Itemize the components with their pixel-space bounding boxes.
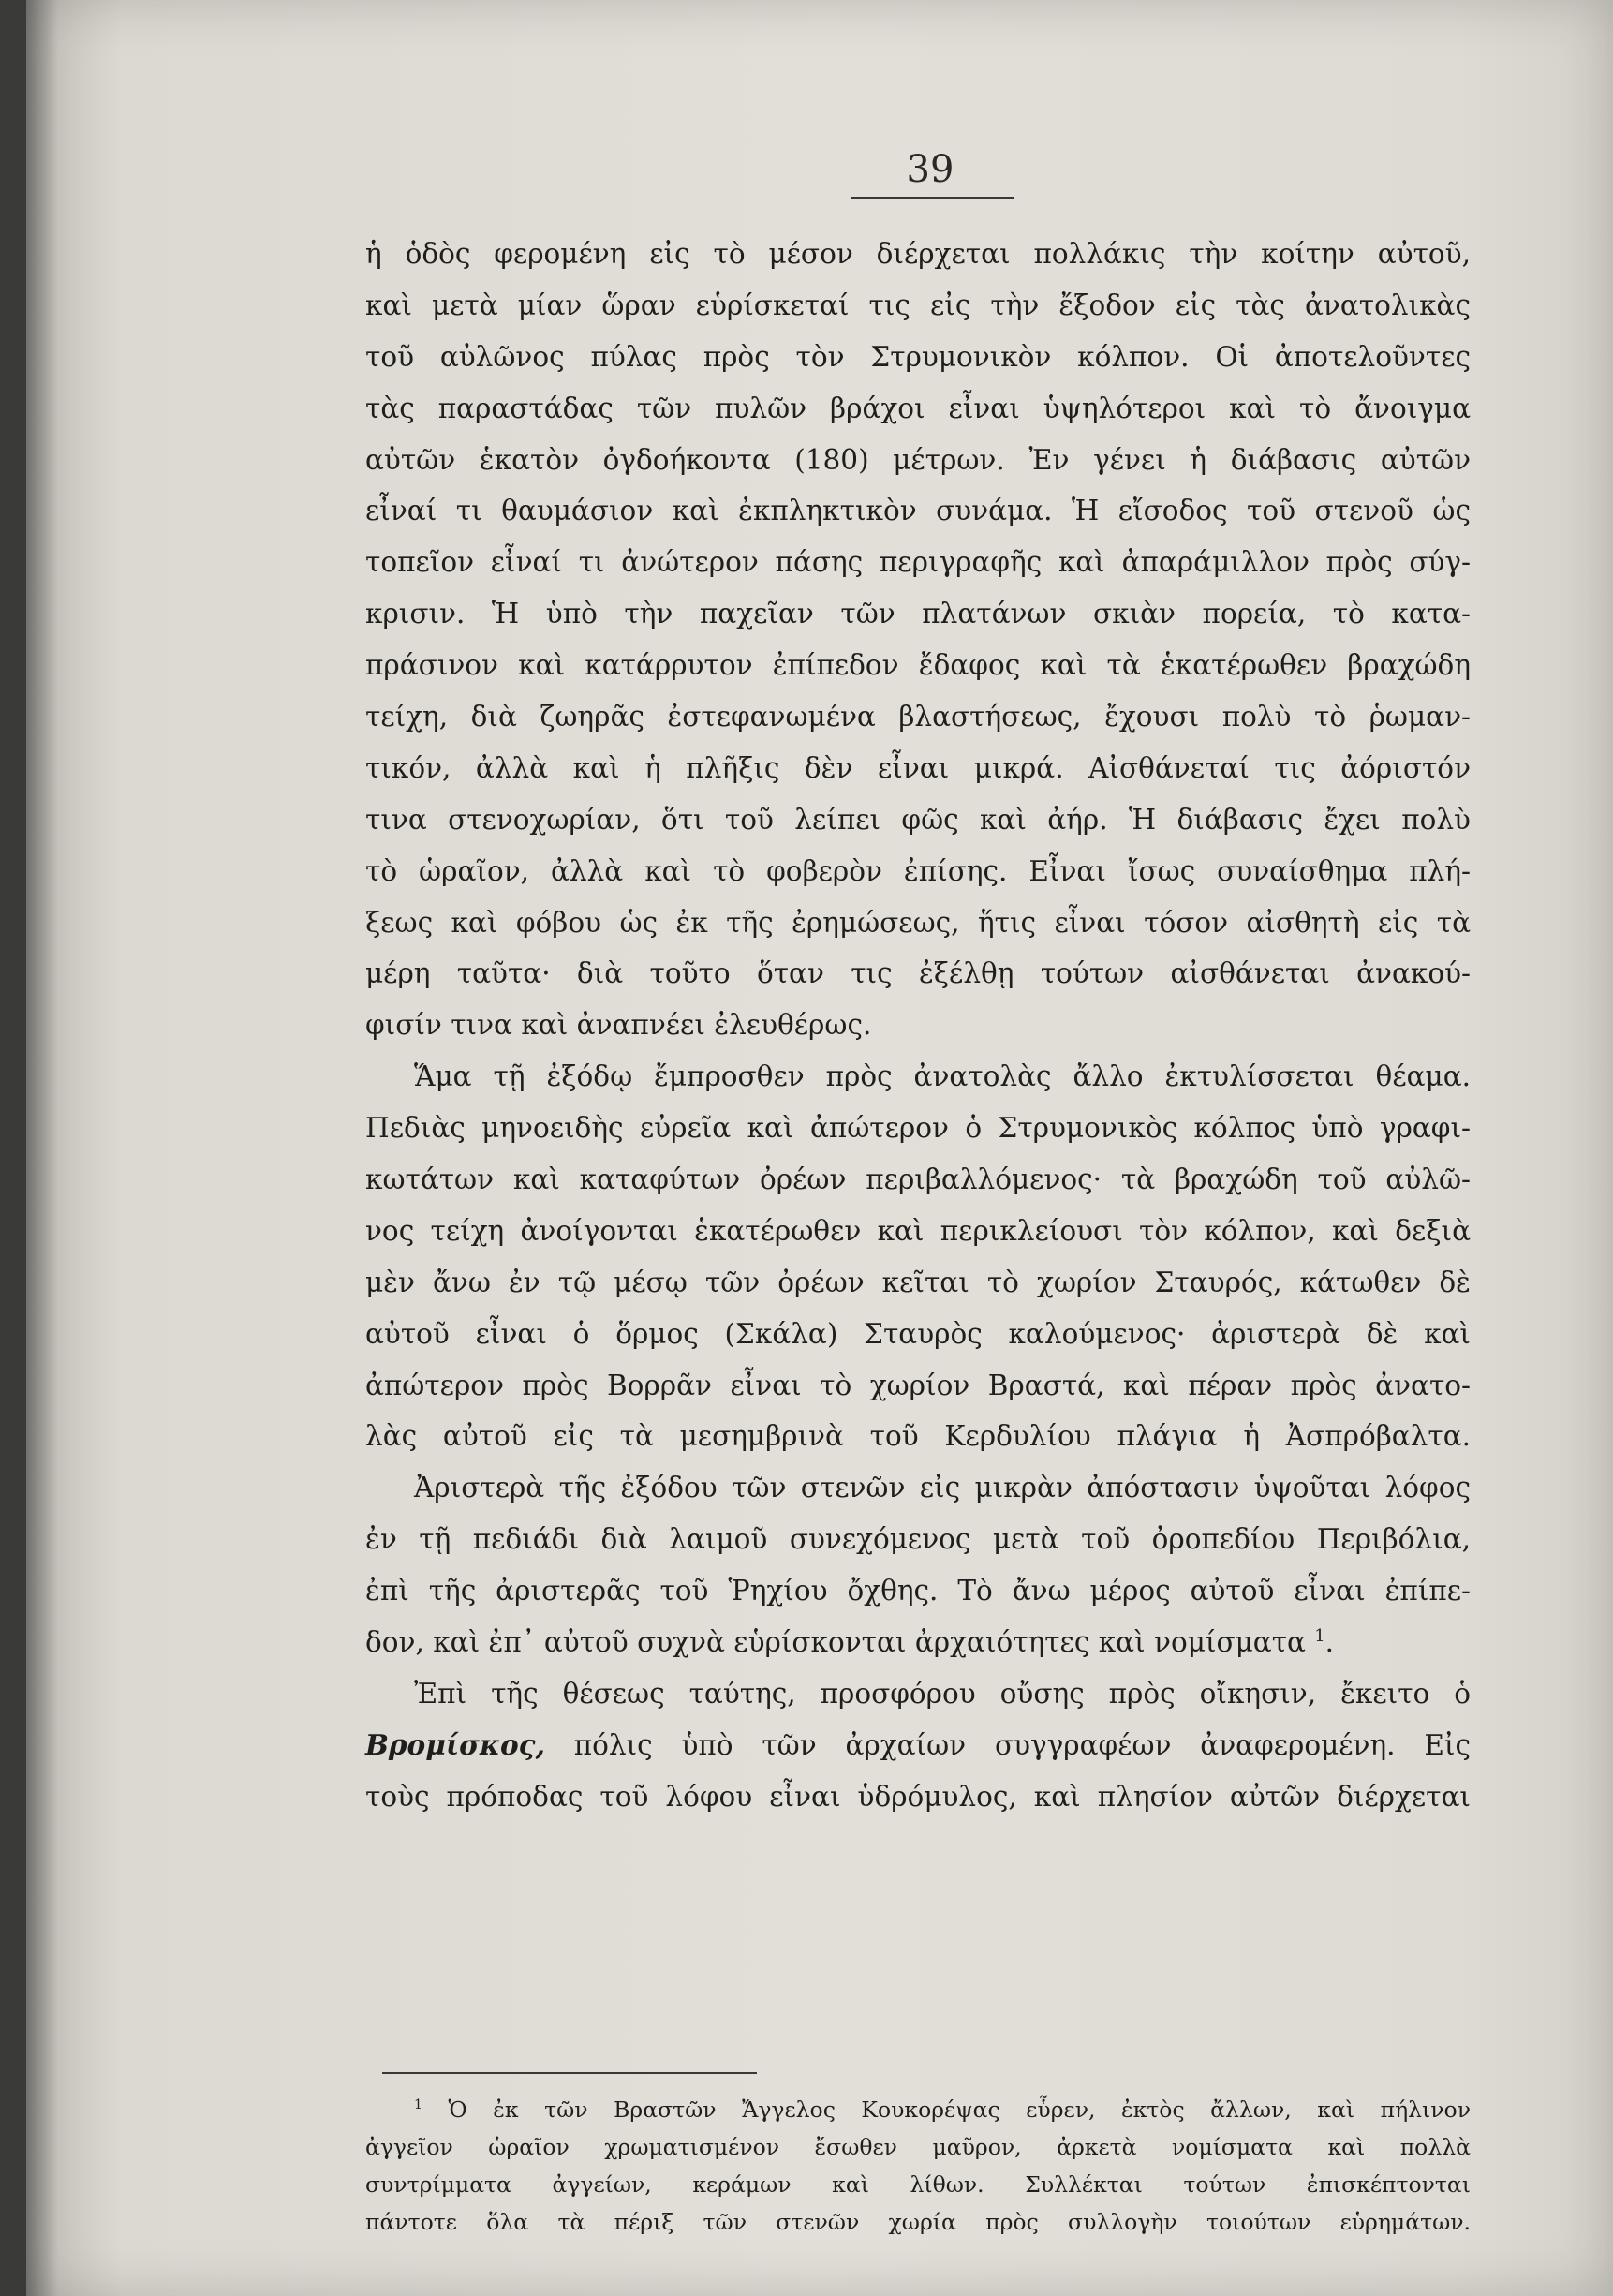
text-line: ξεως καὶ φόβου ὡς ἐκ τῆς ἐρημώσεως, ἥτις εἶναι τόσον αἰσθητὴ εἰς τὰ [365, 906, 1471, 939]
text-line: καὶ μετὰ μίαν ὥραν εὑρίσκεταί τις εἰς τὴν ἔξοδον εἰς τὰς ἀνατολικὰς [365, 289, 1471, 321]
book-page [26, 0, 1613, 2296]
text-line: ἐν τῇ πεδιάδι διὰ λαιμοῦ συνεχόμενος μετὰ τοῦ ὀροπεδίου Περιβόλια, [365, 1523, 1471, 1556]
text-line: Ἐπὶ τῆς θέσεως ταύτης, προσφόρου οὔσης πρὸς οἴκησιν, ἔκειτο ὁ [414, 1677, 1471, 1710]
text-line: πράσινον καὶ κατάρρυτον ἐπίπεδον ἔδαφος καὶ τὰ ἑκατέρωθεν βραχώδη [365, 649, 1471, 682]
text-line: φισίν τινα καὶ ἀναπνέει ἐλευθέρως. [365, 1009, 872, 1042]
text-line: ἐπὶ τῆς ἀριστερᾶς τοῦ Ῥηχίου ὄχθης. Τὸ ἄνω μέρος αὐτοῦ εἶναι ἐπίπε- [365, 1575, 1471, 1607]
text-line: Ἀριστερὰ τῆς ἐξόδου τῶν στενῶν εἰς μικρὰν ἀπόστασιν ὑψοῦται λόφος [414, 1472, 1471, 1504]
text-line: Πεδιὰς μηνοειδὴς εὐρεῖα καὶ ἀπώτερον ὁ Στρυμονικὸς κόλπος ὑπὸ γραφι- [365, 1112, 1471, 1145]
text-line: λὰς αὐτοῦ εἰς τὰ μεσημβρινὰ τοῦ Κερδυλίου πλάγια ἡ Ἀσπρόβαλτα. [365, 1420, 1471, 1453]
text-line: νος τείχη ἀνοίγονται ἑκατέρωθεν καὶ περικλείουσι τὸν κόλπον, καὶ δεξιὰ [365, 1214, 1471, 1247]
text-line: κωτάτων καὶ καταφύτων ὀρέων περιβαλλόμενος· τὰ βραχώδη τοῦ αὐλῶ- [365, 1163, 1471, 1196]
footnote-reference: 1 [1314, 1627, 1325, 1647]
page-number-rule [851, 197, 1014, 199]
text-line: μέρη ταῦτα· διὰ τοῦτο ὅταν τις ἐξέλθῃ τούτων αἰσθάνεται ἀνακού- [365, 957, 1471, 990]
text-line: κρισιν. Ἡ ὑπὸ τὴν παχεῖαν τῶν πλατάνων σκιὰν πορεία, τὸ κατα- [365, 598, 1471, 630]
text-line: τοὺς πρόποδας τοῦ λόφου εἶναι ὑδρόμυλος, καὶ πλησίον αὐτῶν διέρχεται [365, 1780, 1471, 1813]
text-line: μὲν ἄνω ἐν τῷ μέσῳ τῶν ὀρέων κεῖται τὸ χωρίον Σταυρός, κάτωθεν δὲ [365, 1266, 1471, 1298]
text-line: τινα στενοχωρίαν, ὅτι τοῦ λείπει φῶς καὶ ἀήρ. Ἡ διάβασις ἔχει πολὺ [365, 803, 1471, 836]
italic-place-name: Βρομίσκος, [365, 1727, 545, 1761]
text-line: τὰς παραστάδας τῶν πυλῶν βράχοι εἶναι ὑψηλότεροι καὶ τὸ ἄνοιγμα [365, 392, 1471, 424]
body-text [365, 229, 1471, 1823]
text-line: τικόν, ἀλλὰ καὶ ἡ πλῆξις δὲν εἶναι μικρά. Αἰσθάνεταί τις ἀόριστόν [365, 751, 1471, 784]
text-line: τοπεῖον εἶναί τι ἀνώτερον πάσης περιγραφῆς καὶ ἀπαράμιλλον πρὸς σύγ- [365, 546, 1471, 579]
text-line: αὐτῶν ἑκατὸν ὀγδοήκοντα (180) μέτρων. Ἐν γένει ἡ διάβασις αὐτῶν [365, 443, 1471, 476]
footnote-rule [382, 2072, 757, 2074]
page-number: 39 [906, 148, 954, 191]
text-line-with-footnote: δον, καὶ ἐπ᾽ αὐτοῦ συχνὰ εὑρίσκονται ἀρχαιότητες καὶ νομίσματα $^1$. [365, 1626, 1334, 1659]
text-line: ἡ ὁδὸς φερομένη εἰς τὸ μέσον διέρχεται πολλάκις τὴν κοίτην αὐτοῦ, [365, 238, 1471, 270]
footnote-line: πάντοτε ὅλα τὰ πέριξ τῶν στενῶν χωρία πρὸς συλλογὴν τοιούτων εὑρημάτων. [365, 2209, 1471, 2235]
text-line: εἶναί τι θαυμάσιον καὶ ἐκπληκτικὸν συνάμα. Ἡ εἴσοδος τοῦ στενοῦ ὡς [365, 495, 1471, 527]
footnote-line-content: Ὁ ἐκ τῶν Βραστῶν Ἄγγελος Κουκορέψας εὗρεν, ἐκτὸς ἄλλων, καὶ πήλινον [448, 2096, 1471, 2123]
text-line-content: πόλις ὑπὸ τῶν ἀρχαίων συγγραφέων ἀναφερομένη. Εἰς [573, 1728, 1471, 1761]
text-line-with-italic-name [365, 1720, 1471, 1771]
text-line: τείχη, διὰ ζωηρᾶς ἐστεφανωμένα βλαστήσεως, ἔχουσι πολὺ τὸ ῥωμαν- [365, 701, 1471, 733]
text-line-content: δον, καὶ ἐπ᾽ αὐτοῦ συχνὰ εὑρίσκονται ἀρχαιότητες καὶ νομίσματα [365, 1626, 1306, 1659]
footnote [365, 2091, 1471, 2241]
text-line: τὸ ὡραῖον, ἀλλὰ καὶ τὸ φοβερὸν ἐπίσης. Εἶναι ἴσως συναίσθημα πλή- [365, 854, 1471, 887]
footnote-line: συντρίμματα ἀγγείων, κεράμων καὶ λίθων. Συλλέκται τούτων ἐπισκέπτονται [365, 2171, 1471, 2198]
text-line: ἀπώτερον πρὸς Βορρᾶν εἶναι τὸ χωρίον Βραστά, καὶ πέραν πρὸς ἀνατο- [365, 1369, 1471, 1401]
footnote-line: ἀγγεῖον ὡραῖον χρωματισμένον ἔσωθεν μαῦρον, ἀρκετὰ νομίσματα καὶ πολλὰ [365, 2134, 1471, 2160]
text-line: τοῦ αὐλῶνος πύλας πρὸς τὸν Στρυμονικὸν κόλπον. Οἱ ἀποτελοῦντες [365, 340, 1471, 373]
text-line: Ἅμα τῇ ἐξόδῳ ἔμπροσθεν πρὸς ἀνατολὰς ἄλλο ἐκτυλίσσεται θέαμα. [414, 1060, 1471, 1093]
footnote-line-with-marker [365, 2091, 1471, 2128]
text-line: αὐτοῦ εἶναι ὁ ὅρμος (Σκάλα) Σταυρὸς καλούμενος· ἀριστερὰ δὲ καὶ [365, 1317, 1471, 1350]
footnote-marker: 1 [414, 2097, 422, 2113]
